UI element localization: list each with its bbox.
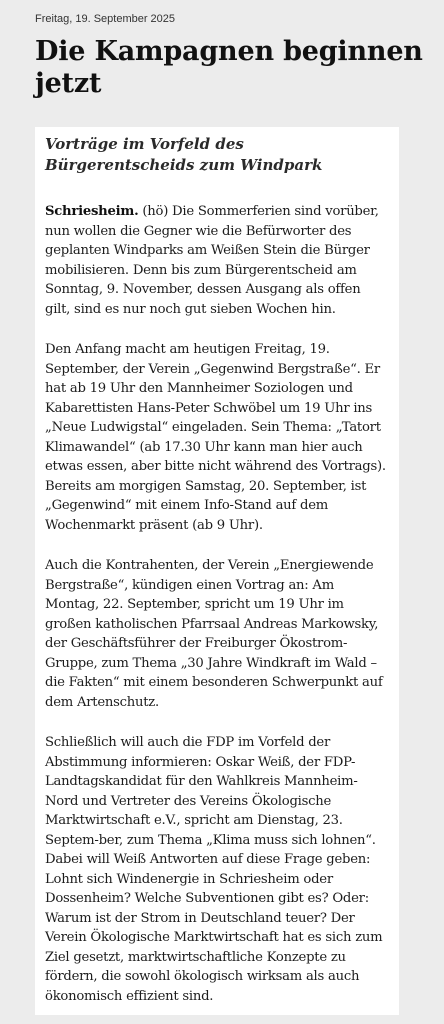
paragraph-1-text: (hö) Die Sommerferien sind vorüber, nun wollen die Gegner wie die Befürworter des geplanten Windparks am Weißen Stein die Bürger mobilisieren. Denn bis zum Bürgerentscheid am Sonntag, 9. November, dessen Ausgang als offen gilt, sind es nur noch gut sieben Wochen hin. xyxy=(45,204,379,317)
dateline: Schriesheim. xyxy=(45,204,139,219)
article-subheadline: Vorträge im Vorfeld des Bürgerentscheids zum Windpark xyxy=(45,135,323,174)
article-body-card xyxy=(35,127,399,1015)
article-paragraph-1 xyxy=(45,202,389,319)
article-paragraph-3: Auch die Kontrahenten, der Verein „Energiewende Bergstraße“, kündigen einen Vortrag an: Am Montag, 22. September, spricht um 19 Uhr im großen katholischen Pfarrsaal Andreas Markowsky, der Geschäftsführer der Freiburger Ökostrom-Gruppe, zum Thema „30 Jahre Windkraft im Wald – die Fakten“ mit einem besonderen Schwerpunkt auf dem Artenschutz. xyxy=(45,558,383,710)
article-paragraph-4: Schließlich will auch die FDP im Vorfeld der Abstimmung informieren: Oskar Weiß, der FDP-Landtagskandidat für den Wahlkreis Mannheim-Nord und Vertreter des Vereins Ökologische Marktwirtschaft e.V., spricht am Dienstag, 23. Septem-ber, zum Thema „Klima muss sich lohnen“. Dabei will Weiß Antworten auf diese Frage geben: Lohnt sich Windenergie in Schriesheim oder Dossenheim? Welche Subventionen gibt es? Oder: Warum ist der Strom in Deutschland teuer? Der Verein Ökologische Marktwirtschaft hat es sich zum Ziel gesetzt, marktwirtschaftliche Konzepte zu fördern, die sowohl ökologisch wirksam als auch ökonomisch effizient sind. xyxy=(45,735,383,1004)
article-paragraph-2: Den Anfang macht am heutigen Freitag, 19. September, der Verein „Gegenwind Bergstraße“. Er hat ab 19 Uhr den Mannheimer Soziologen und Kabarettisten Hans-Peter Schwöbel um 19 Uhr ins „Neue Ludwigstal“ eingeladen. Sein Thema: „Tatort Klimawandel“ (ab 17.30 Uhr kann man hier auch etwas essen, aber bitte nicht während des Vortrags). Bereits am morgigen Samstag, 20. September, ist „Gegenwind“ mit einem Info-Stand auf dem Wochenmarkt präsent (ab 9 Uhr). xyxy=(45,342,386,533)
article-headline: Die Kampagnen beginnen jetzt xyxy=(35,36,423,99)
publication-date: Freitag, 19. September 2025 xyxy=(35,13,176,25)
